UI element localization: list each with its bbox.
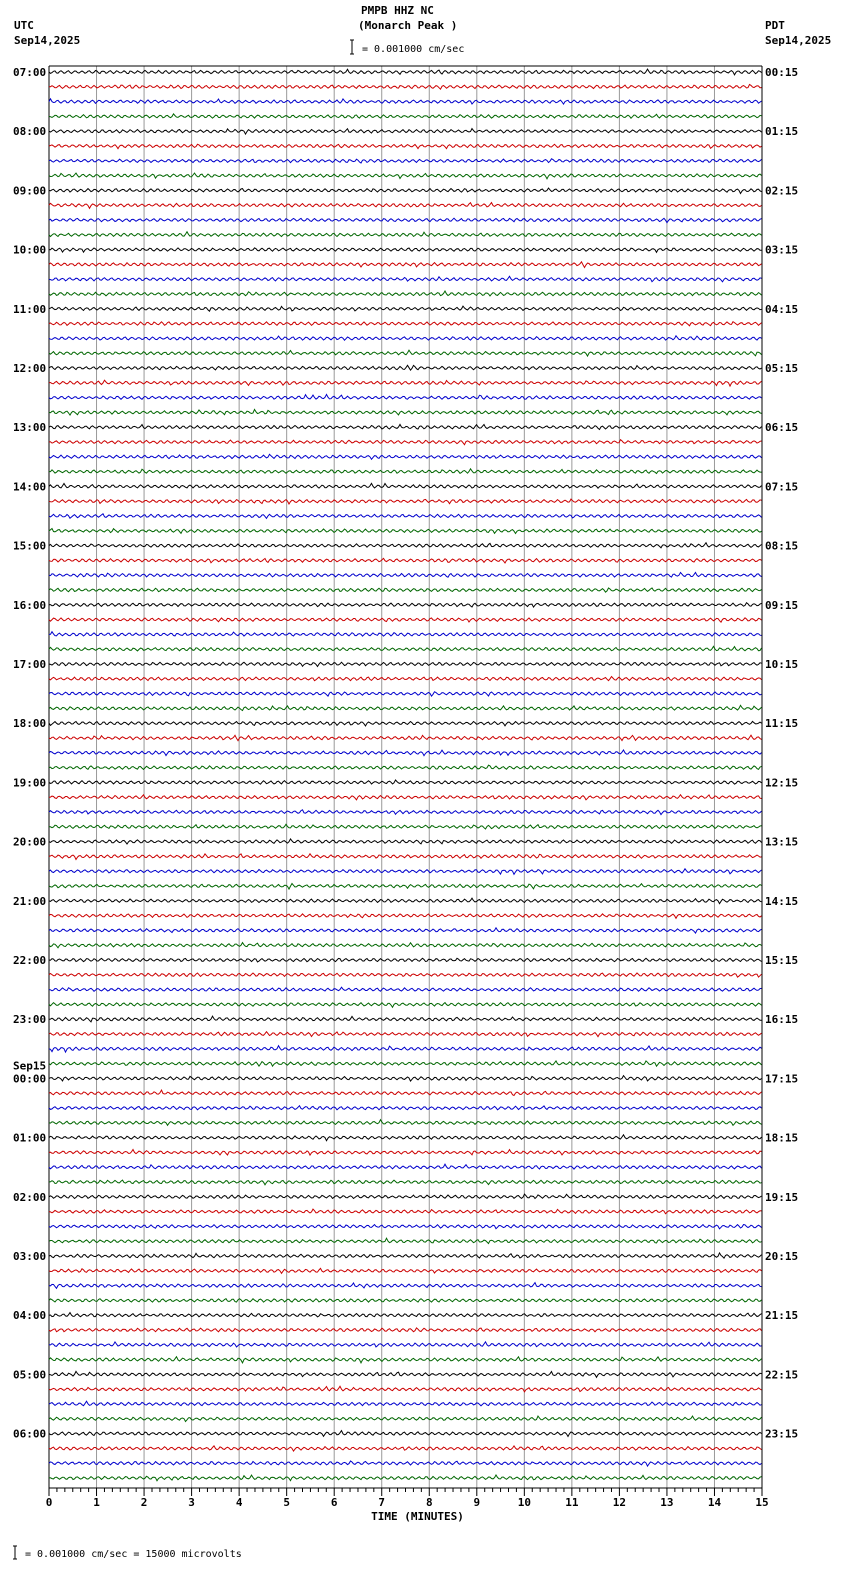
seismic-trace xyxy=(49,1253,762,1258)
utc-hour-label: 07:00 xyxy=(13,66,47,79)
seismic-trace xyxy=(49,276,762,282)
seismic-trace xyxy=(49,898,762,903)
seismic-trace xyxy=(49,306,762,311)
pdt-hour-label: 01:15 xyxy=(765,125,799,139)
seismic-trace xyxy=(49,1313,762,1317)
pdt-hour-label: 13:15 xyxy=(765,835,799,849)
x-tick-label: 10 xyxy=(517,1496,531,1509)
utc-hour-label: 11:00 xyxy=(13,302,47,316)
seismic-trace xyxy=(49,1371,762,1377)
seismic-trace xyxy=(49,159,762,163)
seismic-trace xyxy=(49,1225,762,1229)
pdt-hour-label: 20:15 xyxy=(765,1250,799,1263)
scale-legend: = 0.001000 cm/sec xyxy=(362,44,465,55)
seismic-trace xyxy=(49,144,762,148)
pdt-hour-label: 17:15 xyxy=(765,1072,799,1086)
utc-hour-label: 22:00 xyxy=(13,954,47,967)
seismic-trace xyxy=(49,1299,762,1302)
seismic-trace xyxy=(49,795,762,800)
x-tick-label: 2 xyxy=(140,1496,148,1509)
utc-hour-label: 16:00 xyxy=(13,598,47,612)
pdt-hour-label: 05:15 xyxy=(765,362,799,375)
x-tick-label: 13 xyxy=(660,1496,674,1509)
pdt-hour-label: 12:15 xyxy=(765,776,799,790)
seismic-trace xyxy=(49,869,762,875)
seismic-trace xyxy=(49,129,762,135)
seismic-trace xyxy=(49,1446,762,1451)
pdt-hour-label: 06:15 xyxy=(765,421,799,435)
seismic-trace xyxy=(49,394,762,399)
seismic-trace xyxy=(49,1106,762,1110)
seismic-trace xyxy=(49,1209,762,1214)
seismic-trace xyxy=(49,692,762,696)
seismic-trace xyxy=(49,543,762,548)
seismic-trace xyxy=(49,1032,762,1037)
utc-hour-label: 13:00 xyxy=(13,421,47,435)
x-tick-label: 0 xyxy=(45,1496,53,1509)
seismic-trace xyxy=(49,350,762,356)
seismic-trace xyxy=(49,188,762,193)
seismic-trace xyxy=(49,765,762,769)
seismic-trace xyxy=(49,1401,762,1406)
right-date: Sep14,2025 xyxy=(765,34,832,47)
x-tick-label: 9 xyxy=(473,1496,481,1509)
day-change-label: Sep15 xyxy=(13,1059,47,1073)
seismic-trace xyxy=(49,232,762,237)
pdt-hour-label: 10:15 xyxy=(765,658,799,671)
utc-hour-label: 23:00 xyxy=(13,1013,47,1027)
x-tick-label: 5 xyxy=(283,1496,290,1509)
pdt-hour-label: 00:15 xyxy=(765,66,799,79)
seismic-trace xyxy=(49,824,762,829)
scale-bar-icon xyxy=(350,40,354,54)
seismic-trace xyxy=(49,854,762,860)
utc-hour-label: 02:00 xyxy=(13,1190,47,1204)
seismic-trace xyxy=(49,558,762,563)
seismic-trace xyxy=(49,322,762,326)
seismic-trace xyxy=(49,409,762,415)
seismic-trace xyxy=(49,1238,762,1243)
utc-hour-label: 15:00 xyxy=(13,539,47,553)
seismic-trace xyxy=(49,469,762,474)
utc-hour-label: 00:00 xyxy=(13,1072,47,1086)
x-tick-label: 12 xyxy=(612,1496,627,1509)
seismic-trace xyxy=(49,1135,762,1141)
utc-hour-label: 01:00 xyxy=(13,1131,47,1145)
x-tick-label: 4 xyxy=(235,1496,243,1509)
seismic-trace xyxy=(49,943,762,948)
seismic-trace xyxy=(49,1386,762,1392)
pdt-hour-label: 04:15 xyxy=(765,302,799,316)
seismic-trace xyxy=(49,662,762,666)
pdt-hour-label: 18:15 xyxy=(765,1131,799,1145)
seismic-trace xyxy=(49,218,762,222)
utc-hour-label: 19:00 xyxy=(13,776,47,790)
seismic-trace xyxy=(49,1003,762,1008)
seismic-trace xyxy=(49,573,762,578)
seismic-trace xyxy=(49,1076,762,1082)
seismic-trace xyxy=(49,262,762,268)
seismic-trace xyxy=(49,632,762,637)
seismic-trace xyxy=(49,735,762,740)
utc-hour-label: 05:00 xyxy=(13,1368,47,1382)
seismic-trace xyxy=(49,646,762,651)
utc-hour-label: 12:00 xyxy=(13,362,47,375)
seismic-trace xyxy=(49,291,762,296)
x-tick-label: 11 xyxy=(565,1496,579,1509)
seismic-trace xyxy=(49,721,762,726)
location-subtitle: (Monarch Peak ) xyxy=(358,19,458,32)
pdt-hour-label: 15:15 xyxy=(765,954,799,967)
utc-hour-label: 03:00 xyxy=(13,1250,47,1263)
seismic-trace xyxy=(49,677,762,681)
utc-hour-label: 14:00 xyxy=(13,480,47,494)
seismic-trace xyxy=(49,380,762,386)
seismic-trace xyxy=(49,440,762,445)
seismic-trace xyxy=(49,1090,762,1095)
seismic-trace xyxy=(49,69,762,75)
seismic-trace xyxy=(49,1016,762,1022)
seismic-trace xyxy=(49,588,762,592)
seismic-trace xyxy=(49,1416,762,1421)
seismic-trace xyxy=(49,705,762,710)
utc-hour-label: 10:00 xyxy=(13,243,47,257)
seismic-trace xyxy=(49,780,762,784)
seismic-trace xyxy=(49,1150,762,1156)
right-timezone: PDT xyxy=(765,19,785,32)
seismic-trace xyxy=(49,85,762,90)
utc-hour-label: 17:00 xyxy=(13,658,47,671)
x-tick-label: 1 xyxy=(93,1496,100,1509)
seismic-trace xyxy=(49,203,762,209)
seismic-trace xyxy=(49,1461,762,1466)
seismic-trace xyxy=(49,1342,762,1347)
pdt-hour-label: 19:15 xyxy=(765,1190,799,1204)
pdt-hour-label: 08:15 xyxy=(765,539,799,553)
seismic-trace xyxy=(49,958,762,962)
seismic-trace xyxy=(49,928,762,933)
seismic-trace xyxy=(49,1431,762,1437)
utc-hour-label: 04:00 xyxy=(13,1309,47,1323)
footer-scale-bar-icon xyxy=(13,1546,17,1559)
seismic-trace xyxy=(49,618,762,622)
footer-scale-note: = 0.001000 cm/sec = 15000 microvolts xyxy=(25,1549,242,1560)
seismic-trace xyxy=(49,1164,762,1169)
seismic-trace xyxy=(49,810,762,815)
x-axis-title: TIME (MINUTES) xyxy=(371,1510,464,1523)
seismic-trace xyxy=(49,173,762,179)
seismic-trace xyxy=(49,1357,762,1363)
seismic-trace xyxy=(49,987,762,991)
seismic-trace xyxy=(49,973,762,977)
x-tick-label: 14 xyxy=(707,1496,722,1509)
seismic-trace xyxy=(49,1328,762,1332)
seismic-trace xyxy=(49,1268,762,1273)
trace-layer xyxy=(49,69,762,1481)
pdt-hour-label: 11:15 xyxy=(765,717,799,731)
seismic-trace xyxy=(49,839,762,844)
pdt-hour-label: 09:15 xyxy=(765,598,799,612)
left-date: Sep14,2025 xyxy=(14,34,81,47)
utc-hour-label: 09:00 xyxy=(13,184,47,198)
pdt-hour-label: 02:15 xyxy=(765,184,799,198)
x-tick-label: 8 xyxy=(425,1496,433,1509)
x-tick-label: 15 xyxy=(755,1496,769,1509)
seismic-trace xyxy=(49,603,762,607)
seismic-trace xyxy=(49,336,762,340)
seismic-trace xyxy=(49,1180,762,1185)
utc-hour-label: 20:00 xyxy=(13,835,47,849)
x-tick-label: 3 xyxy=(188,1496,195,1509)
seismic-trace xyxy=(49,750,762,756)
seismic-trace xyxy=(49,1120,762,1126)
pdt-hour-label: 07:15 xyxy=(765,480,799,494)
seismic-trace xyxy=(49,1475,762,1481)
station-title: PMPB HHZ NC xyxy=(361,4,434,17)
seismic-trace xyxy=(49,424,762,429)
x-tick-label: 7 xyxy=(378,1496,386,1509)
seismic-trace xyxy=(49,499,762,504)
seismic-trace xyxy=(49,114,762,118)
seismic-trace xyxy=(49,884,762,890)
pdt-hour-label: 22:15 xyxy=(765,1368,799,1382)
seismic-trace xyxy=(49,1283,762,1289)
pdt-hour-label: 03:15 xyxy=(765,243,799,257)
seismic-trace xyxy=(49,529,762,534)
seismic-trace xyxy=(49,514,762,519)
utc-hour-label: 06:00 xyxy=(13,1427,47,1441)
seismic-trace xyxy=(49,1061,762,1066)
seismic-trace xyxy=(49,914,762,918)
seismic-trace xyxy=(49,454,762,459)
utc-hour-label: 21:00 xyxy=(13,894,47,908)
seismic-trace xyxy=(49,483,762,488)
seismic-trace xyxy=(49,365,762,370)
utc-hour-label: 08:00 xyxy=(13,125,47,139)
seismic-trace xyxy=(49,248,762,252)
left-timezone: UTC xyxy=(14,19,34,32)
x-tick-label: 6 xyxy=(330,1496,338,1509)
seismic-trace xyxy=(49,1194,762,1199)
pdt-hour-label: 16:15 xyxy=(765,1013,799,1027)
seismic-trace xyxy=(49,99,762,104)
utc-hour-label: 18:00 xyxy=(13,717,47,731)
pdt-hour-label: 14:15 xyxy=(765,894,799,908)
pdt-hour-label: 23:15 xyxy=(765,1427,799,1441)
seismic-trace xyxy=(49,1046,762,1052)
pdt-hour-label: 21:15 xyxy=(765,1309,799,1323)
